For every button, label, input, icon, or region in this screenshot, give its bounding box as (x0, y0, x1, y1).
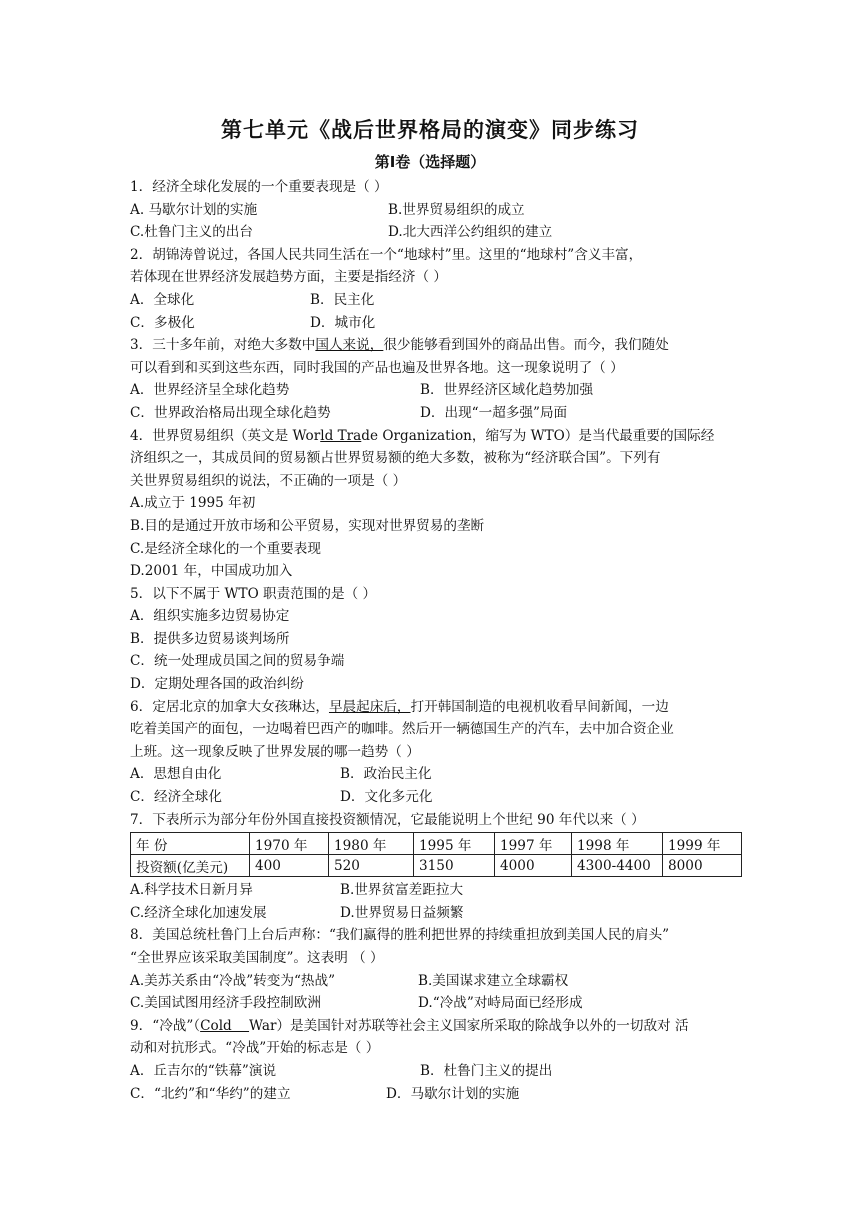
q4-stem-line1 (130, 425, 750, 448)
q8-option-d: D.“冷战”对峙局面已经形成 (418, 995, 583, 1012)
q6-option-d: D．文化多元化 (340, 789, 433, 806)
table-header-cell: 1995 年 (414, 833, 495, 855)
q3-stem-part: 很少能够看到国外的商品出售。而今，我们随处 (383, 337, 669, 354)
q2-option-c: C．多极化 (130, 314, 195, 331)
q3-option-b: B．世界经济区域化趋势加强 (420, 382, 594, 399)
q9-stem-line2: 动和对抗形式。“冷战”开始的标志是（ ） (130, 1040, 380, 1057)
q4-stem-part: 4．世界贸易组织（英文是 Wor (130, 427, 321, 444)
q1-option-b: B.世界贸易组织的成立 (388, 201, 525, 218)
table-header-cell: 1998 年 (572, 833, 663, 855)
q6-stem-part: 6．定居北京的加拿大女孩琳达， (130, 698, 329, 715)
q6-options-row2 (130, 786, 750, 809)
q1-options-row2 (130, 221, 750, 244)
q6-stem-underlined: 早晨起床后， (328, 698, 411, 715)
q4-stem-line3: 关世界贸易组织的说法，不正确的一项是（ ） (130, 472, 407, 489)
q9-stem-part: War）是美国针对苏联等社会主义国家所采取的除战争以外的一切敌对 活 (249, 1017, 689, 1034)
table-row (131, 855, 742, 877)
investment-table (130, 832, 742, 877)
table-header-cell: 1999 年 (663, 833, 742, 855)
q9-option-a: A．丘吉尔的“铁幕”演说 (130, 1062, 277, 1079)
table-cell: 8000 (663, 855, 742, 877)
table-cell: 3150 (414, 855, 495, 877)
q3-stem-underlined: 国人来说， (315, 337, 384, 354)
q6-options-row1 (130, 763, 750, 786)
q9-stem-line1 (130, 1015, 750, 1038)
table-cell: 520 (329, 855, 414, 877)
q3-option-d: D．出现“一超多强”局面 (420, 404, 568, 421)
q8-option-a: A.美苏关系由“冷战”转变为“热战” (130, 972, 336, 989)
q6-option-a: A．思想自由化 (130, 766, 222, 783)
q5-option-d: D．定期处理各国的政治纠纷 (130, 676, 305, 693)
q6-stem-line2: 吃着美国产的面包，一边喝着巴西产的咖啡。然后开一辆德国生产的汽车，去中加合资企业 (130, 721, 674, 738)
q3-option-a: A．世界经济呈全球化趋势 (130, 382, 290, 399)
q4-option-a: A.成立于 1995 年初 (130, 495, 256, 512)
q5-option-c: C．统一处理成员国之间的贸易争端 (130, 653, 345, 670)
q9-option-c: C．“北约”和“华约”的建立 (130, 1085, 291, 1102)
question-list (130, 176, 750, 1105)
q5-stem: 5．以下不属于 WTO 职责范围的是（ ） (130, 585, 377, 602)
q6-stem-line3: 上班。这一现象反映了世界发展的哪一趋势（ ） (130, 743, 420, 760)
q4-option-c: C.是经济全球化的一个重要表现 (130, 540, 321, 557)
table-header-cell: 1997 年 (495, 833, 572, 855)
q3-options-row2 (130, 402, 750, 425)
q2-option-b: B．民主化 (310, 291, 375, 308)
q1-option-c: C.杜鲁门主义的出台 (130, 224, 253, 241)
table-header-cell: 年 份 (131, 833, 250, 855)
table-cell: 投资额(亿美元) (131, 855, 250, 877)
q6-option-b: B．政治民主化 (340, 766, 432, 783)
table-cell: 400 (250, 855, 329, 877)
q7-option-c: C.经济全球化加速发展 (130, 904, 267, 921)
q7-option-a: A.科学技术日新月异 (130, 882, 253, 899)
q7-option-b: B.世界贫富差距拉大 (340, 882, 464, 899)
q2-options-row1 (130, 289, 750, 312)
q6-stem-line1 (130, 696, 750, 719)
q7-options-row2 (130, 902, 750, 925)
q7-stem: 7．下表所示为部分年份外国直接投资额情况，它最能说明上个世纪 90 年代以来（ ） (130, 811, 645, 828)
q3-option-c: C．世界政治格局出现全球化趋势 (130, 404, 331, 421)
q6-stem-part: 打开韩国制造的电视机收看早间新闻，一边 (410, 698, 669, 715)
q1-option-a: A. 马歇尔计划的实施 (130, 201, 258, 218)
q8-stem-line2: “全世界应该采取美国制度”。这表明 （ ） (130, 950, 384, 966)
q2-stem-line2: 若体现在世界经济发展趋势方面，主要是指经济（ ） (130, 269, 447, 286)
table-header-cell: 1970 年 (250, 833, 329, 855)
q3-stem-line1 (130, 334, 750, 357)
page-title: 第七单元《战后世界格局的演变》同步练习 (221, 118, 639, 142)
q4-stem-underlined: ld Tra (320, 427, 362, 444)
q4-option-b: B.目的是通过开放市场和公平贸易，实现对世界贸易的垄断 (130, 517, 485, 534)
q8-options-row1 (130, 970, 750, 993)
q9-option-b: B．杜鲁门主义的提出 (420, 1062, 553, 1079)
q4-stem-line2: 济组织之一，其成员间的贸易额占世界贸易额的绝大多数，被称为“经济联合国”。下列有 (130, 450, 661, 467)
q7-option-d: D.世界贸易日益频繁 (340, 904, 464, 921)
q9-option-d: D．马歇尔计划的实施 (386, 1085, 520, 1102)
q8-options-row2 (130, 992, 750, 1015)
table-header-cell: 1980 年 (329, 833, 414, 855)
q9-options-row1 (130, 1060, 750, 1083)
table-row (131, 833, 742, 855)
q1-options-row1 (130, 199, 750, 222)
q3-stem-line2: 可以看到和买到这些东西，同时我国的产品也遍及世界各地。这一现象说明了（ ） (130, 359, 624, 376)
q1-stem: 1．经济全球化发展的一个重要表现是（ ） (130, 179, 388, 195)
q6-option-c: C．经济全球化 (130, 789, 222, 806)
q8-option-b: B.美国谋求建立全球霸权 (418, 972, 569, 989)
q4-stem-part: de Organization，缩写为 WTO）是当代最重要的国际经 (361, 427, 715, 444)
q8-stem-line1: 8．美国总统杜鲁门上台后声称：“我们赢得的胜利把世界的持续重担放到美国人民的肩头” (130, 927, 670, 944)
table-cell: 4300-4400 (572, 855, 663, 877)
section-heading: 第Ⅰ卷（选择题） (374, 153, 486, 171)
q9-stem-part: 9．“冷战”（ (130, 1017, 201, 1034)
q3-stem-part: 3．三十多年前，对绝大多数中 (130, 337, 316, 354)
q9-stem-underlined: Cold (200, 1017, 250, 1034)
q8-option-c: C.美国试图用经济手段控制欧洲 (130, 995, 321, 1012)
q4-option-d: D.2001 年，中国成功加入 (130, 563, 293, 580)
q3-options-row1 (130, 379, 750, 402)
q5-option-b: B．提供多边贸易谈判场所 (130, 630, 290, 647)
q2-stem-line1: 2．胡锦涛曾说过，各国人民共同生活在一个“地球村”里。这里的“地球村”含义丰富， (130, 246, 643, 263)
q2-option-a: A．全球化 (130, 291, 195, 308)
table-cell: 4000 (495, 855, 572, 877)
q9-options-row2 (130, 1083, 750, 1106)
q2-option-d: D．城市化 (310, 314, 376, 331)
q1-option-d: D.北大西洋公约组织的建立 (388, 224, 553, 241)
q5-option-a: A．组织实施多边贸易协定 (130, 608, 290, 625)
q7-options-row1 (130, 879, 750, 902)
q2-options-row2 (130, 312, 750, 335)
